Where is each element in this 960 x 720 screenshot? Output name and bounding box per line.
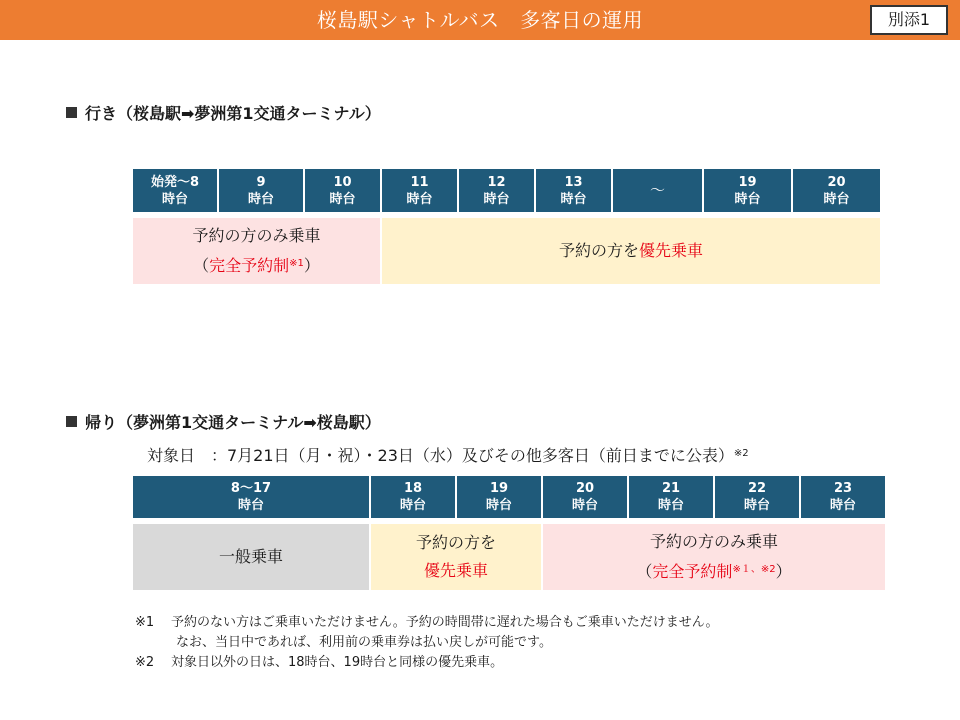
col-unit: 時台: [247, 191, 274, 207]
col-hour: 19: [738, 174, 757, 190]
col-hour: 8～17: [230, 481, 272, 496]
col-hour: 19: [489, 481, 509, 496]
priority-prefix: 予約の方を: [558, 241, 639, 260]
paren-open: （: [193, 256, 210, 275]
outbound-col-5: [536, 169, 611, 212]
col-hour: 18: [403, 481, 423, 496]
square-bullet-icon: [66, 107, 77, 118]
col-unit: 時台: [406, 191, 433, 207]
return-col-4: [629, 476, 713, 518]
attachment-badge: 別添1: [870, 5, 948, 35]
full-reservation-label: 完全予約制: [652, 562, 733, 581]
outbound-heading: [66, 101, 381, 124]
outbound-col-ellipsis: [613, 169, 702, 212]
col-hour: 23: [833, 481, 853, 496]
return-col-0: [133, 476, 369, 518]
col-hour: 9: [256, 174, 266, 190]
col-hour: 10: [333, 174, 352, 190]
col-unit: 時台: [571, 498, 598, 513]
footnote-ref: ※1: [289, 258, 304, 269]
reserved-only-label: 予約の方のみ乗車: [192, 226, 321, 245]
footnote-text: 予約のない方はご乗車いただけません。予約の時間帯に遅れた場合もご乗車いただけません。: [171, 615, 719, 630]
col-hour: 21: [661, 481, 681, 496]
col-unit: 時台: [485, 498, 512, 513]
footnote-1-continued: [135, 633, 719, 653]
col-unit: 時台: [823, 191, 850, 207]
full-reservation-label: 完全予約制: [209, 256, 290, 275]
return-heading: [66, 410, 381, 433]
footnote-mark: ※2: [135, 655, 155, 670]
col-hour: 11: [410, 174, 429, 190]
priority-line: [559, 237, 703, 265]
col-unit: 時台: [829, 498, 856, 513]
footnote-ref: ※１、※2: [732, 564, 776, 575]
col-unit: 時台: [329, 191, 356, 207]
col-unit: 時台: [161, 191, 188, 207]
paren-close: ）: [303, 256, 320, 275]
paren-close: ）: [775, 562, 792, 581]
outbound-heading-text: 行き（桜島駅➡夢洲第1交通ターミナル）: [85, 104, 381, 123]
footnote-text: なお、当日中であれば、利用前の乗車券は払い戻しが可能です。: [176, 635, 552, 650]
return-col-2: [457, 476, 541, 518]
col-hour: 20: [827, 174, 846, 190]
col-hour: 13: [564, 174, 583, 190]
outbound-col-8: [793, 169, 880, 212]
outbound-col-4: [459, 169, 534, 212]
col-unit: 時台: [743, 498, 770, 513]
priority-boarding-label: 優先乗車: [423, 561, 488, 580]
footnote-2: [135, 653, 719, 673]
priority-prefix: 予約の方を: [415, 533, 496, 552]
return-general-cell: [133, 524, 369, 590]
outbound-timetable: [133, 169, 888, 284]
target-days: [147, 443, 749, 466]
col-unit: 時台: [399, 498, 426, 513]
return-heading-text: 帰り（夢洲第1交通ターミナル➡桜島駅）: [85, 413, 381, 432]
outbound-col-7: [704, 169, 791, 212]
square-bullet-icon: [66, 416, 77, 427]
return-col-5: [715, 476, 799, 518]
col-hour: 始発～8: [150, 174, 200, 190]
outbound-col-1: [219, 169, 303, 212]
priority-boarding-label: 優先乗車: [639, 241, 704, 260]
general-boarding-label: 一般乗車: [218, 547, 283, 566]
return-reserved-only-cell: [543, 524, 885, 590]
outbound-col-2: [305, 169, 380, 212]
outbound-reserved-only-cell: [133, 218, 380, 284]
footnote-ref: ※2: [733, 448, 749, 459]
reservation-system-line: [636, 556, 791, 586]
reservation-system-line: [193, 250, 320, 280]
col-hour: ～: [649, 181, 665, 199]
col-unit: 時台: [237, 498, 264, 513]
footnote-mark: ※1: [135, 615, 155, 630]
target-days-text: 対象日 ：7月21日（月・祝）・23日（水）及びその他多客日（前日までに公表）: [147, 446, 734, 465]
col-unit: 時台: [657, 498, 684, 513]
footnote-1: [135, 613, 719, 633]
paren-open: （: [636, 562, 653, 581]
outbound-col-0: [133, 169, 217, 212]
col-hour: 12: [487, 174, 506, 190]
return-col-1: [371, 476, 455, 518]
return-col-3: [543, 476, 627, 518]
return-timetable: [133, 476, 888, 590]
col-unit: 時台: [483, 191, 510, 207]
reserved-only-label: 予約の方のみ乗車: [649, 532, 778, 551]
return-priority-cell: [371, 524, 541, 590]
col-unit: 時台: [560, 191, 587, 207]
footnote-text: 対象日以外の日は、18時台、19時台と同様の優先乗車。: [171, 655, 504, 670]
col-hour: 20: [575, 481, 595, 496]
return-col-6: [801, 476, 885, 518]
col-unit: 時台: [734, 191, 761, 207]
page-title: 桜島駅シャトルバス 多客日の運用: [316, 8, 644, 32]
footnotes: [135, 613, 719, 673]
outbound-priority-cell: [382, 218, 880, 284]
col-hour: 22: [747, 481, 767, 496]
outbound-col-3: [382, 169, 457, 212]
